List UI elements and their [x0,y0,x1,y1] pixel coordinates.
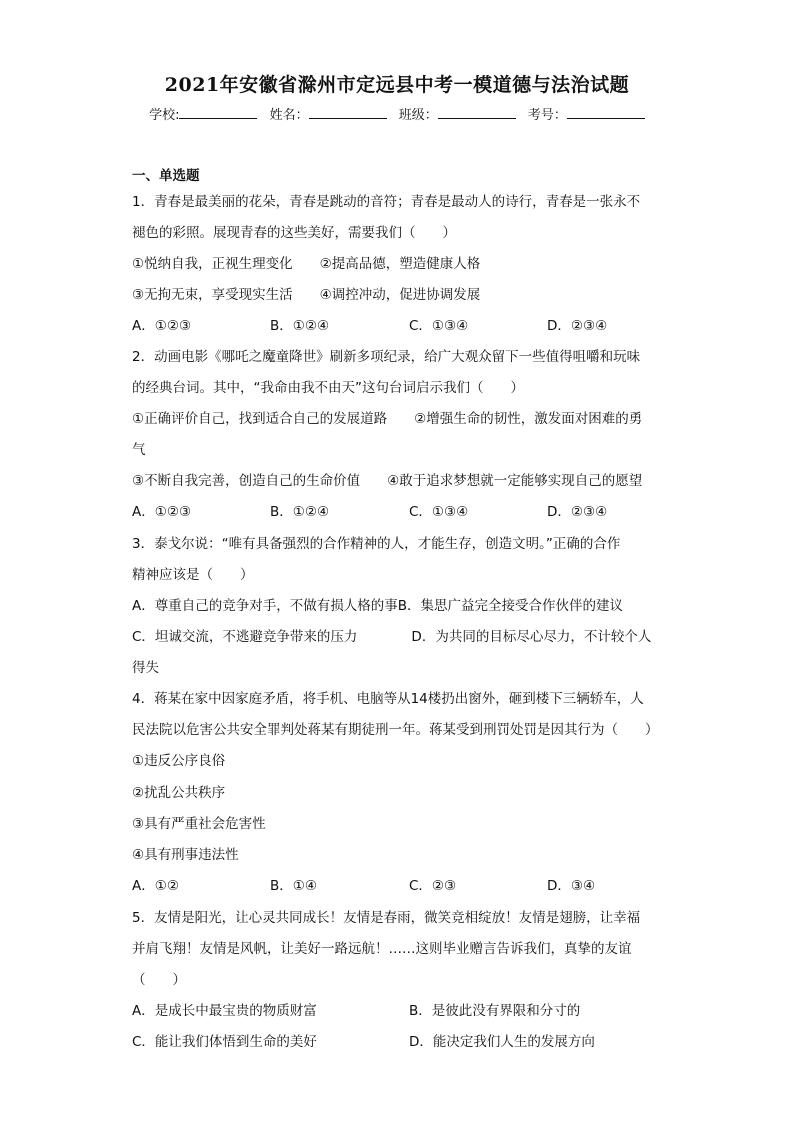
q2-option-b[interactable]: B．①②④ [270,504,330,520]
q5-line-3: （ ） [132,972,186,988]
q3-option-c-d[interactable]: C．坦诚交流，不逃避竞争带来的压力 D．为共同的目标尽心尽力，不计较个人 [132,629,652,645]
q4-statement-2: ②扰乱公共秩序 [132,785,226,801]
section-title: 一、单选题 [132,168,200,184]
page-title: 2021年安徽省滁州市定远县中考一模道德与法治试题 [164,74,630,96]
q1-line-4: ③无拘无束，享受现实生活 ④调控冲动，促进协调发展 [132,287,481,303]
q2-option-c[interactable]: C．①③④ [409,504,469,520]
q4-statement-3: ③具有严重社会危害性 [132,816,266,832]
q1-option-b[interactable]: B．①②④ [270,318,330,334]
exam-number-blank[interactable] [567,106,645,119]
q2-option-d[interactable]: D．②③④ [547,504,608,520]
q5-line-2: 并肩飞翔！友情是风帆，让美好一路远航！……这则毕业赠言告诉我们，真挚的友谊 [132,941,632,957]
student-info-line [0,104,794,123]
q2-line-2: 的经典台词。其中，“我命由我不由天”这句台词启示我们（ ） [132,380,524,396]
q4-line-2: 民法院以危害公共安全罪判处蒋某有期徒刑一年。蒋某受到刑罚处罚是因其行为（ ） [132,722,659,738]
q1-option-a[interactable]: A．①②③ [132,318,192,334]
q4-line-1: 4．蒋某在家中因家庭矛盾，将手机、电脑等从14楼扔出窗外，砸到楼下三辆轿车，人 [132,691,644,707]
q4-statement-4: ④具有刑事违法性 [132,847,239,863]
q2-line-1: 2．动画电影《哪吒之魔童降世》刷新多项纪录，给广大观众留下一些值得咀嚼和玩味 [132,349,641,365]
q2-line-3: ①正确评价自己，找到适合自己的发展道路 ②增强生命的韧性，激发面对困难的勇 [132,411,643,427]
q5-option-b[interactable]: B．是彼此没有界限和分寸的 [409,1003,581,1019]
q5-option-a[interactable]: A．是成长中最宝贵的物质财富 [132,1003,317,1019]
q5-option-d[interactable]: D．能决定我们人生的发展方向 [409,1034,595,1050]
q1-option-d[interactable]: D．②③④ [547,318,608,334]
q5-option-c[interactable]: C．能让我们体悟到生命的美好 [132,1034,317,1050]
q2-option-a[interactable]: A．①②③ [132,504,192,520]
q4-option-d[interactable]: D．③④ [547,878,596,894]
q1-line-2: 褪色的彩照。展现青春的这些美好，需要我们（ ） [132,225,456,241]
school-blank[interactable] [179,106,257,119]
q1-line-3: ①悦纳自我，正视生理变化 ②提高品德，塑造健康人格 [132,256,481,272]
class-field: 班级： [399,104,516,123]
q4-option-c[interactable]: C．②③ [409,878,457,894]
q5-line-1: 5．友情是阳光，让心灵共同成长！友情是春雨，微笑竞相绽放！友情是翅膀，让幸福 [132,910,641,926]
q3-line-1: 3．泰戈尔说：“唯有具备强烈的合作精神的人，才能生存，创造文明。”正确的合作 [132,536,621,552]
q1-option-c[interactable]: C．①③④ [409,318,469,334]
q1-line-1: 1．青春是最美丽的花朵，青春是跳动的音符；青春是最动人的诗行，青春是一张永不 [132,194,641,210]
exam-number-field: 考号： [528,104,645,123]
name-field: 姓名： [270,104,387,123]
class-blank[interactable] [438,106,516,119]
q2-line-4: 气 [132,442,146,458]
school-field: 学校: [149,104,257,123]
q4-statement-1: ①违反公序良俗 [132,753,226,769]
q3-line-2: 精神应该是（ ） [132,567,254,583]
name-blank[interactable] [309,106,387,119]
q4-option-a[interactable]: A．①② [132,878,179,894]
q3-option-a-b[interactable]: A．尊重自己的竞争对手，不做有损人格的事B．集思广益完全接受合作伙伴的建议 [132,598,623,614]
q3-option-d-continued: 得失 [132,660,159,676]
q4-option-b[interactable]: B．①④ [270,878,317,894]
q2-line-5: ③不断自我完善，创造自己的生命价值 ④敢于追求梦想就一定能够实现自己的愿望 [132,473,643,489]
